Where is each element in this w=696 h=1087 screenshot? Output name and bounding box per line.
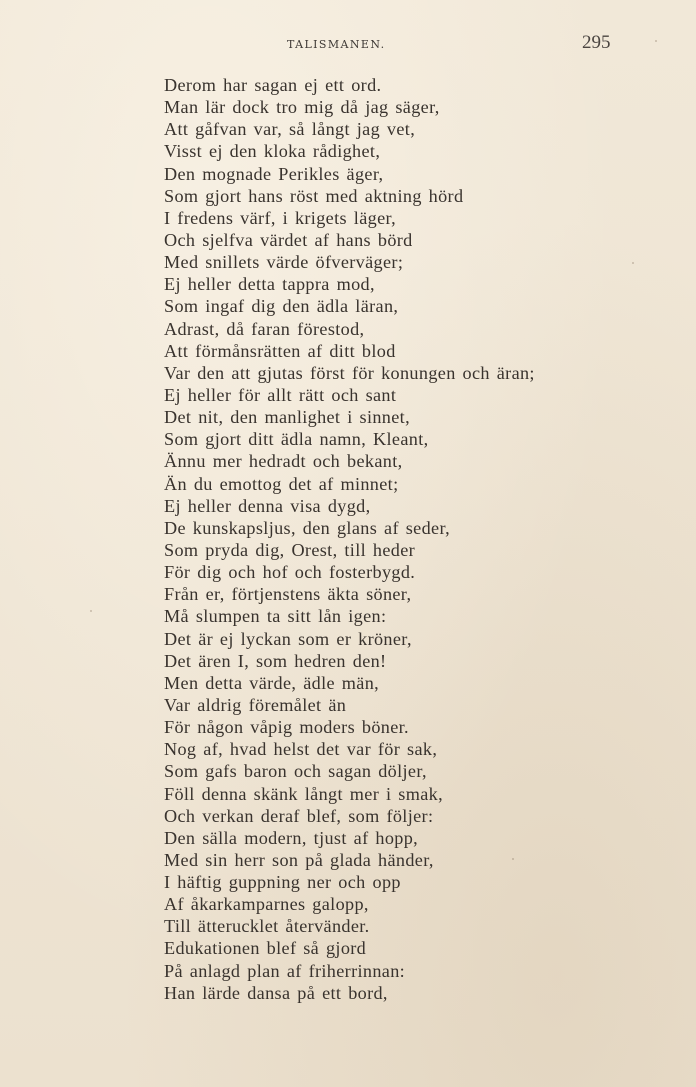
verse-line: Han lärde dansa på ett bord, xyxy=(164,982,388,1003)
verse-line: Som gafs baron och sagan döljer, xyxy=(164,761,427,782)
verse-line: Var aldrig föremålet än xyxy=(164,694,347,715)
verse-line: För dig och hof och fosterbygd. xyxy=(164,562,416,583)
verse-line: Edukationen blef så gjord xyxy=(164,938,367,959)
verse-line: Med sin herr son på glada händer, xyxy=(164,849,434,870)
verse-line: Den sälla modern, tjust af hopp, xyxy=(164,827,419,848)
verse-line: Att gåfvan var, så långt jag vet, xyxy=(164,119,416,140)
verse-line: Föll denna skänk långt mer i smak, xyxy=(164,783,443,804)
verse-line: Det ären I, som hedren den! xyxy=(164,650,387,671)
verse-line: Visst ej den kloka rådighet, xyxy=(164,141,381,162)
verse-line: Och sjelfva värdet af hans börd xyxy=(164,229,413,250)
verse-line: Som pryda dig, Orest, till heder xyxy=(164,539,416,560)
verse-line: Man lär dock tro mig då jag säger, xyxy=(164,97,440,118)
verse-line: Det är ej lyckan som er kröner, xyxy=(164,628,412,649)
running-head xyxy=(0,32,696,56)
verse-line: Från er, förtjenstens äkta söner, xyxy=(164,584,412,605)
paper-speck xyxy=(512,858,514,860)
verse-line: Och verkan deraf blef, som följer: xyxy=(164,805,434,826)
verse-line: Det nit, den manlighet i sinnet, xyxy=(164,407,410,428)
verse-line: Till ätterucklet återvänder. xyxy=(164,916,370,937)
paper-speck xyxy=(632,262,634,264)
verse-line: Den mognade Perikles äger, xyxy=(164,163,384,184)
verse-line: Som gjort hans röst med aktning hörd xyxy=(164,185,464,206)
verse-line: Än du emottog det af minnet; xyxy=(164,473,399,494)
page-number: 295 xyxy=(582,32,611,53)
verse-line: De kunskapsljus, den glans af seder, xyxy=(164,517,451,538)
verse-line: Med snillets värde öfverväger; xyxy=(164,252,404,273)
verse-line: Ej heller detta tappra mod, xyxy=(164,274,375,295)
verse-line: Ännu mer hedradt och bekant, xyxy=(164,451,403,472)
verse-line: På anlagd plan af friherrinnan: xyxy=(164,960,406,981)
poem-text xyxy=(164,74,684,1004)
running-title: TALISMANEN. xyxy=(287,38,386,51)
verse-line: Af åkarkamparnes galopp, xyxy=(164,894,369,915)
verse-line: Som ingaf dig den ädla läran, xyxy=(164,296,399,317)
verse-line: Må slumpen ta sitt lån igen: xyxy=(164,606,387,627)
verse-line: I fredens värf, i krigets läger, xyxy=(164,207,397,228)
verse-line: Som gjort ditt ädla namn, Kleant, xyxy=(164,429,429,450)
verse-line: Derom har sagan ej ett ord. xyxy=(164,75,382,95)
verse-line: Men detta värde, ädle män, xyxy=(164,672,380,693)
verse-line: Att förmånsrätten af ditt blod xyxy=(164,340,396,361)
verse-line: Var den att gjutas först för konungen och äran; xyxy=(164,362,535,383)
verse-line: Ej heller för allt rätt och sant xyxy=(164,384,397,405)
verse-line: Ej heller denna visa dygd, xyxy=(164,495,371,516)
verse-line: Adrast, då faran förestod, xyxy=(164,318,365,339)
paper-speck xyxy=(90,610,92,612)
verse-line: I häftig guppning ner och opp xyxy=(164,872,401,893)
verse-line: För någon våpig moders böner. xyxy=(164,717,409,738)
paper-speck xyxy=(655,40,657,42)
verse-line: Nog af, hvad helst det var för sak, xyxy=(164,739,438,760)
